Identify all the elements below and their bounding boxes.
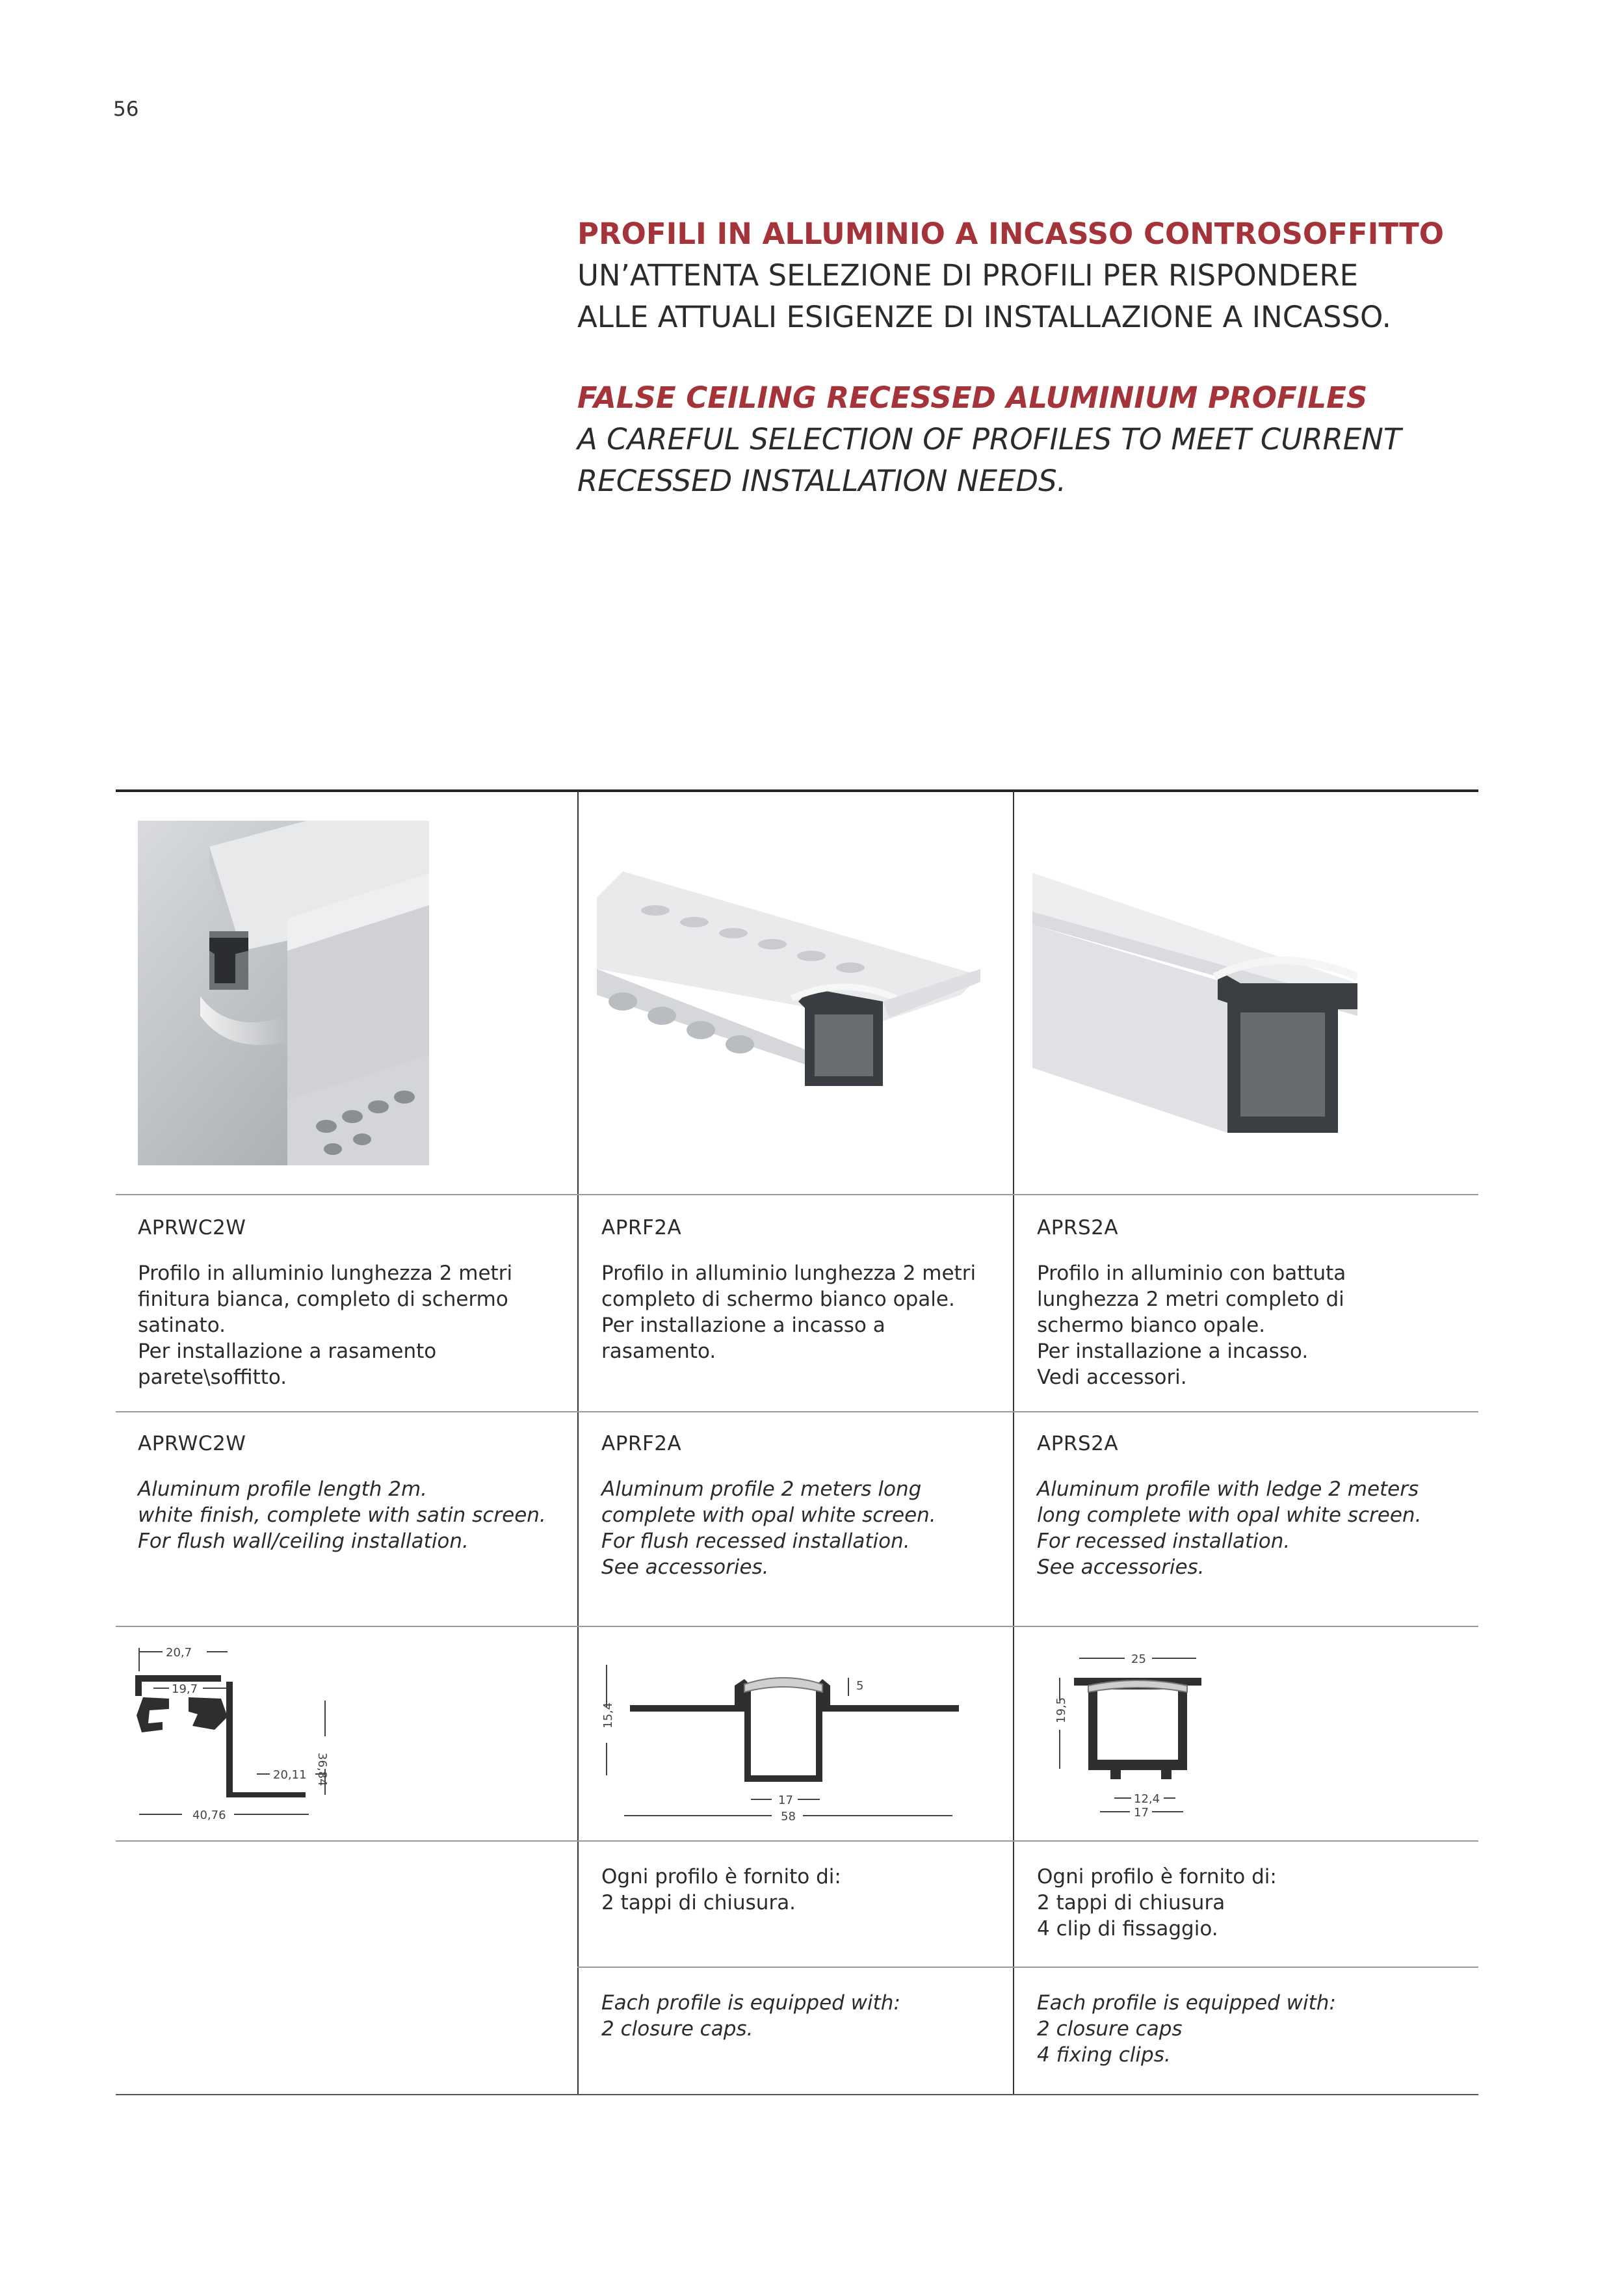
supply-line: 2 closure caps. xyxy=(601,2017,753,2041)
desc-line: finitura bianca, completo di schermo xyxy=(138,1288,508,1311)
desc-line: white finish, complete with satin screen. xyxy=(138,1503,546,1527)
desc-line: See accessories. xyxy=(601,1556,769,1579)
product-1-desc-en xyxy=(138,1476,560,1554)
product-2-code-en: APRF2A xyxy=(601,1432,682,1455)
product-3-desc-it-block xyxy=(1037,1215,1473,1390)
desc-line: Profilo in alluminio lunghezza 2 metri xyxy=(601,1262,976,1285)
heading-subtitle-en-1: A CAREFUL SELECTION OF PROFILES TO MEET CURRENT xyxy=(577,422,1402,457)
desc-line: Profilo in alluminio con battuta xyxy=(1037,1262,1346,1285)
dim-label: 19,5 xyxy=(1054,1697,1068,1723)
product-2-supply-en xyxy=(601,1990,1004,2042)
desc-line: Aluminum profile length 2m. xyxy=(138,1477,428,1501)
desc-line: completo di schermo bianco opale. xyxy=(601,1288,955,1311)
dim-label: 20,11 xyxy=(273,1768,307,1782)
desc-line: schermo bianco opale. xyxy=(1037,1314,1266,1337)
desc-line: lunghezza 2 metri completo di xyxy=(1037,1288,1344,1311)
dim-label: 5 xyxy=(856,1679,864,1693)
product-1-code-it: APRWC2W xyxy=(138,1216,246,1239)
product-3-desc-en xyxy=(1037,1476,1473,1580)
supply-line: 2 tappi di chiusura xyxy=(1037,1891,1225,1914)
table-bottom-rule xyxy=(116,2094,1478,2095)
product-3-code-it: APRS2A xyxy=(1037,1216,1119,1239)
row-rule-desc-it xyxy=(116,1411,1478,1412)
heading-subtitle-en-2: RECESSED INSTALLATION NEEDS. xyxy=(577,464,1066,498)
product-photo-aprwc2w xyxy=(138,821,429,1165)
desc-line: long complete with opal white screen. xyxy=(1037,1503,1422,1527)
desc-line: Per installazione a incasso a rasamento. xyxy=(601,1314,885,1363)
desc-line: Vedi accessori. xyxy=(1037,1366,1187,1389)
heading-subtitle-it-1: UN’ATTENTA SELEZIONE DI PROFILI PER RISPONDERE xyxy=(577,258,1359,293)
dim-label: 20,7 xyxy=(166,1646,192,1660)
product-2-supply-it xyxy=(601,1864,1004,1916)
product-1-desc-it xyxy=(138,1260,560,1390)
dim-label: 40,76 xyxy=(192,1808,226,1822)
table-top-rule xyxy=(116,789,1478,792)
dim-label: 17 xyxy=(778,1794,793,1807)
supply-line: 2 tappi di chiusura. xyxy=(601,1891,796,1914)
desc-line: Aluminum profile 2 meters long xyxy=(601,1477,922,1501)
supply-line: 4 fixing clips. xyxy=(1037,2043,1171,2067)
dim-label: 19,7 xyxy=(172,1682,198,1696)
heading-title-en: FALSE CEILING RECESSED ALUMINIUM PROFILES xyxy=(577,380,1368,415)
desc-line: See accessories. xyxy=(1037,1556,1205,1579)
dim-label: 15,4 xyxy=(601,1702,615,1728)
desc-line: Profilo in alluminio lunghezza 2 metri xyxy=(138,1262,513,1285)
heading-subtitle-it-2: ALLE ATTUALI ESIGENZE DI INSTALLAZIONE A INCASSO. xyxy=(577,300,1391,334)
product-2-desc-en-block xyxy=(601,1431,1004,1580)
row-rule-desc-en xyxy=(116,1626,1478,1627)
supply-line: Ogni profilo è fornito di: xyxy=(1037,1865,1277,1888)
row-rule-supply-it xyxy=(577,1967,1478,1968)
supply-line: Ogni profilo è fornito di: xyxy=(601,1865,841,1888)
dim-label: 25 xyxy=(1131,1652,1146,1666)
desc-line: For flush wall/ceiling installation. xyxy=(138,1530,469,1553)
product-2-desc-en xyxy=(601,1476,1004,1580)
product-3-code-en: APRS2A xyxy=(1037,1432,1119,1455)
dim-label: 36,84 xyxy=(315,1753,329,1786)
heading-title-it: PROFILI IN ALLUMINIO A INCASSO CONTROSOFFITTO xyxy=(577,217,1445,251)
product-1-desc-it-block xyxy=(138,1215,560,1390)
product-photo-aprf2a xyxy=(597,871,980,1112)
desc-line: Aluminum profile with ledge 2 meters xyxy=(1037,1477,1419,1501)
supply-line: Each profile is equipped with: xyxy=(1037,1991,1336,2015)
dim-label: 17 xyxy=(1134,1806,1149,1820)
desc-line: parete\soffitto. xyxy=(138,1366,287,1389)
product-1-desc-en-block xyxy=(138,1431,560,1554)
dim-label: 12,4 xyxy=(1134,1792,1160,1806)
supply-line: Each profile is equipped with: xyxy=(601,1991,900,2015)
product-1-code-en: APRWC2W xyxy=(138,1432,246,1455)
product-3-desc-en-block xyxy=(1037,1431,1473,1580)
desc-line: complete with opal white screen. xyxy=(601,1503,936,1527)
desc-line: For flush recessed installation. xyxy=(601,1530,910,1553)
product-2-desc-it xyxy=(601,1260,1004,1364)
supply-line: 2 closure caps xyxy=(1037,2017,1183,2041)
product-3-supply-en xyxy=(1037,1990,1473,2068)
product-2-code-it: APRF2A xyxy=(601,1216,682,1239)
desc-line: Per installazione a rasamento xyxy=(138,1340,437,1363)
page-number: 56 xyxy=(113,98,139,121)
desc-line: satinato. xyxy=(138,1314,226,1337)
row-rule-photos xyxy=(116,1194,1478,1195)
product-3-desc-it xyxy=(1037,1260,1473,1390)
dimension-drawing-aprs2a xyxy=(1034,1639,1242,1827)
product-3-supply-it xyxy=(1037,1864,1473,1942)
dimension-drawing-aprf2a xyxy=(588,1645,978,1827)
dim-label: 58 xyxy=(781,1810,796,1823)
desc-line: Per installazione a incasso. xyxy=(1037,1340,1309,1363)
column-divider-2 xyxy=(1013,791,1014,2095)
dimension-drawing-aprwc2w xyxy=(130,1639,377,1834)
desc-line: For recessed installation. xyxy=(1037,1530,1290,1553)
page-heading xyxy=(577,213,1520,502)
row-rule-dims xyxy=(116,1840,1478,1842)
column-divider-1 xyxy=(577,791,579,2095)
product-photo-aprs2a xyxy=(1032,873,1357,1133)
product-2-desc-it-block xyxy=(601,1215,1004,1364)
supply-line: 4 clip di fissaggio. xyxy=(1037,1917,1218,1940)
